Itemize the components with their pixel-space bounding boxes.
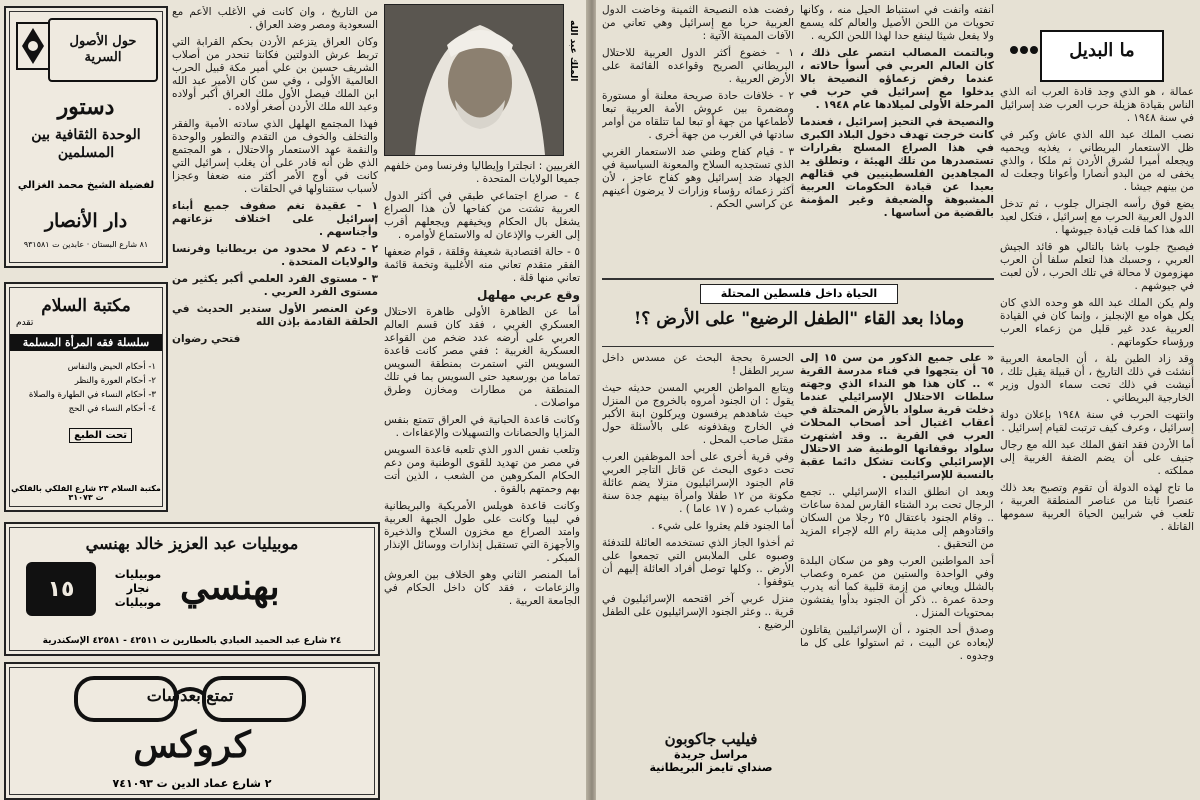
left-page	[0, 0, 588, 800]
paragraph: فيصبح جلوب باشا بالتالي هو قائد الجيش العربي ، وحسبك هذا لتعلم سلفا أن العرب مهزومون لا محالة في تلك الحرب ، لأن لعبت في جيوشهم .	[1000, 241, 1194, 292]
paragraph: وانتهت الحرب في سنة ١٩٤٨ بإعلان دولة إسرائيل ، وعرف كيف ترتبت لقيام إسرائيل .	[1000, 409, 1194, 434]
article-left-column	[602, 352, 794, 724]
ad-dastoor-address: ٨١ شارع البستان · عابدين ت ٩٣١٥٨١	[23, 240, 149, 249]
paragraph: عمالة ، هو الذي وجد قادة العرب أنه الذي الناس بقيادة هزيلة حرب العرب ضد إسرائيل في سنة ١٩٤٨ .	[1000, 86, 1194, 124]
article-column-2	[384, 160, 580, 794]
ad-krokas-address: ٢ شارع عماد الدين ت ٧٤١٠٩٣	[112, 777, 272, 790]
article-headline: وماذا بعد القاء "الطفل الرضيع" على الأرض ؟!	[633, 309, 965, 329]
ad-salam-items	[16, 360, 156, 416]
ad-bahnasi-line: موبيليات	[114, 596, 162, 609]
paragraph: وكانت قاعدة هويلس الأمريكية والبريطانية في ليبيا وكانت على طول الجبهة العربية وامتد الصراع مع مخزون السلاح والذخيرة والأجهزة التي تستقبل إنذارات ووسائل الإنذار المبكر .	[384, 500, 580, 564]
ad-salam-series: سلسلة فقه المرأة المسلمة	[10, 334, 162, 351]
divider	[602, 278, 994, 280]
divider	[602, 346, 994, 347]
ad-bahnasi-brand: بهنسي	[180, 566, 280, 608]
ad-salam-footer: مكتبة السلام ٢٣ شارع الفلكي بالفلكي ت ٣١٠٧٣	[11, 484, 161, 502]
paragraph: ولم يكن الملك عبد الله هو وحده الذي كان يكل هواه مع الإنجليز ، وإنما كان في القيادة العربية عدد غير قليل من زعماء العرب ورؤساء حكوماتهم .	[1000, 297, 1194, 348]
paragraph: وكانت قاعدة الحبانية في العراق تتمتع بنفس المزايا والحصانات والتسهيلات والإعفاءات .	[384, 414, 580, 439]
right-column	[1000, 86, 1194, 796]
ad-salam-item: ٣- أحكام النساء في الطهارة والصلاة	[28, 390, 156, 400]
subheading: وقع عربي مهلهل	[476, 288, 580, 302]
paragraph: وبالتمت المصالب انتصر على ذلك ، كان العالم العربي في أسوأ حالاته ، عندما رفض زعماؤه النصيحة بالا يدخلوا مع إسرائيل في حرب في المرحلة الأولى لميلادها عام ١٩٤٨ .	[800, 47, 994, 111]
paragraph: ويتابع المواطن العربي المسن حديثه حيث يقول : ان الجنود أمروه بالخروج من المنزل حيث شاهدهم يرفسون ويركلون ابنة الأكبر في الخارج ويقذفونه على بالأسئلة حول مقتل صاحب المحل .	[602, 382, 794, 446]
logo-ornament-icon	[1008, 40, 1040, 60]
ad-salam-item: ٤- أحكام النساء في الحج	[68, 404, 156, 414]
paragraph: الغربيين : انجلترا وإيطاليا وفرنسا ومن خلفهم جميعا الولايات المتحدة .	[384, 160, 580, 185]
top-middle-column	[800, 4, 994, 274]
ad-dastoor-author: لفضيلة الشيخ محمد الغزالي	[17, 180, 155, 191]
king-photo	[384, 4, 564, 156]
ad-dastoor-top: حول الأصول السرية	[69, 34, 137, 65]
paragraph: الحسرة بحجة البحث عن مسدس داخل سرير الطفل !	[602, 352, 794, 377]
paragraph: وقد زاد الطين بلة ، أن الجامعة العربية أنشئت في ذلك التاريخ ، أن قبيلة يقيل تلك ، أنيشت في ذلك تحت سماء الدول وزير الخارجية البريطاني .	[1000, 353, 1194, 404]
ad-bahnasi-owner: موبيليات عبد العزيز خالد بهنسي	[85, 534, 299, 553]
paragraph: والنصيحة في التحيز إسرائيل ، فعندما كانت خرجت تهدف دخول البلاد الكبرى في هذا الصراع المسلح بقرارات تستصدرها من تلك الهيئة ، وتطلق يد المجاهدين الفلسطينيين في قتالهم بعيدا عن قيادة الحكومات العربية المشبوهة والضعيفة وغير المؤمنة بالقضية من أساسها .	[800, 116, 994, 219]
ad-bahnasi-address: ٢٤ شارع عبد الحميد العبادي بالعطارين ت ٤٢٥١١ - ٤٢٥٨١ الإسكندرية	[42, 636, 342, 646]
ad-dastoor-title2: الوحدة الثقافية بين المسلمين	[31, 127, 141, 161]
ad-salam-item: ٢- أحكام العورة والنظر	[74, 376, 156, 386]
paragraph: وصدق أحد الجنود ، أن الإسرائيليين يقاتلون لإبعاده عن البيت ، ثم استولوا على كل ما وجدوه .	[800, 624, 994, 662]
section-logo-title: ما البديل	[1069, 40, 1135, 61]
paragraph: ما تاح لهذه الدولة أن تقوم وتصبح بعد ذلك عنصرا ثابتا من عناصر المنطقة العربية ، تلعب في شرايين الحياة العربية سمومها القاتلة .	[1000, 482, 1194, 533]
paragraph: ١ - عقيدة تغم صفوف جميع أبناء إسرائيل على اختلاف نزعاتهم وأجناسهم .	[172, 200, 378, 238]
ad-salam-presents: تقدم	[16, 318, 34, 328]
paragraph: ثم أخذوا الجاز الذي تستخدمه العائلة للتدفئة وصبوه على الملابس التي تجمعوا على الأرض .. وكلها توصل أفراد العائلة إليهم أن يتوقفوا .	[602, 537, 794, 588]
paragraph: أنفته وأنفت في استنباط الحيل منه ، وكأنها تحويات من اللحن الأصيل والعالم كله يسمع ولا يفعل شيئا لينفع حدا لهذا اللحن الكريه .	[800, 4, 994, 42]
paragraph: أما المنصر الثاني وهو الخلاف بين العروش والزعامات ، فقد كان داخل الحكام في الجامعة العربية .	[384, 569, 580, 607]
paragraph: ٣ - قيام كفاح وطني ضد الاستعمار الغربي الذي تستجديه السلاح والمعونة السياسية في الجهاد ضد إسرائيل وهو كفاح عاجز ، لأن أكثر زعمائه رؤساء وزارات لا يرضون أعينهم عن كراسي الحكم .	[602, 146, 794, 210]
ad-krokas-lenses	[4, 662, 380, 800]
paragraph: يضع فوق رأسه الجنرال جلوب ، ثم تدخل الدول العربية الحرب مع إسرائيل ، فتكل لعبد الله هذا كما قلت قيادة جيوشها .	[1000, 198, 1194, 236]
paragraph: وعن العنصر الأول ستدير الحديث في الحلقة القادمة بإذن الله	[172, 303, 378, 328]
ad-bahnasi-furniture	[4, 522, 380, 656]
ad-salam-subtitle: تحت الطبع	[69, 428, 132, 443]
ad-krokas-brand: كروكس	[133, 724, 251, 766]
ad-salam-library	[4, 282, 168, 512]
byline-role: مراسل جريدة	[674, 748, 748, 761]
paragraph: من التاريخ ، وان كانت في الأغلب الأعم مع السعودية ومصر وضد العراق .	[172, 6, 378, 31]
article-middle-column	[800, 352, 994, 796]
paragraph: وفي قرية أخرى على أحد الموظفين العرب تحت دعوى البحث عن قاتل التاجر العربي قام الجنود الإسرائيليون منزلا يضم عائلة مكونة من ١٢ طفلا وامرأة بينهم جدة سنة وشباب عمره ( ١٧ عاما ) .	[602, 451, 794, 515]
paragraph: أحد المواطنين العرب وهو من سكان البلدة وفي الواحدة والستين من عمره وعصاب بالشلل ويعاني من إزمة قلبية كما أنه يدرب وحدة عمرة .. ذكر أن الجنود بدأوا يفتشون بمحتويات المنزل .	[800, 555, 994, 619]
paragraph: ٤ - صراع اجتماعي طبقي في أكثر الدول العربية تشتت من كفاحها لأن هذا الصراع يشغل بال الحكام ويخيفهم ويجعلهم أقرب إلى الغرب والإذعان له والاستماع لأوامره .	[384, 190, 580, 241]
ad-dastoor-title1: دستور	[57, 94, 115, 120]
paragraph: ٥ - حالة اقتصادية شعيفة وقلقة ، قوام ضعفها الفقر متقدم تعاني منه الأغلبية وتخمة قائمة تعاني منها قلة .	[384, 246, 580, 284]
paragraph: منزل عربي آخر اقتحمه الإسرائيليون في قرية .. وعثر الجنود الإسرائيليون على الطفل الرضيع .	[602, 593, 794, 631]
article-column-1	[172, 6, 378, 506]
ad-bahnasi-line: موبيليات	[114, 568, 162, 581]
ad-bahnasi-line: نجار	[126, 582, 150, 595]
paragraph: وتلعب نفس الدور الذي تلعبه قاعدة السويس في مصر من تهديد للقوى الوطنية ومن دعم الحكام المكروهين من الشعب ، الذين أتت بهم وحمتهم بالقوة .	[384, 444, 580, 495]
paragraph: أما الجنود فلم يعثروا على شيء .	[651, 520, 794, 532]
byline	[636, 730, 786, 774]
portrait-icon	[385, 5, 563, 155]
ad-bahnasi-lines	[100, 568, 176, 610]
paragraph: ١ - خضوع أكثر الدول العربية للاحتلال البريطاني الصريح وقواعده القائمة على الأرض العربية .	[602, 47, 794, 85]
ad-dastoor-publisher: دار الأنصار	[44, 210, 128, 232]
ad-krokas-line1: تمتع بعدسات	[146, 686, 234, 705]
byline-paper: صنداي تايمز البريطانية	[649, 761, 773, 774]
paragraph: ٣ - مستوى الفرد العلمي أكبر يكثير من مستوى الفرد العربي .	[172, 273, 378, 298]
ad-salam-item: ١- أحكام الحيض والنفاس	[67, 362, 156, 372]
book-icon	[16, 22, 50, 70]
paragraph: ٢ - خلافات حادة صريحة معلنة أو مستورة ومضمرة بين عروش الأمة العربية تبعا لأطماعها من جهة أو تبعا لما تتلقاه من أوامر سادتها في الغرب من جهة أخرى .	[602, 90, 794, 141]
byline-name: فيليب جاكوبون	[664, 730, 758, 748]
truck-icon	[26, 562, 96, 616]
paragraph: أما عن الظاهرة الأولى ظاهرة الاحتلال العسكري الغربي ، فقد كان قسم العالم العربي على أرضه عدد ضخم من القواعد العسكرية الغربية : ففي مصر كانت قاعدة السويس التي استمرت بمنطقة السويس تماما من بورسعيد حتى السويس بما في تلك المنطقة من مطارات ومخازن وطرق مواصلات .	[384, 306, 580, 409]
paragraph: أما الأردن فقد اتفق الملك عبد الله مع رجال جنيف على أن يضم الضفة الغربية إلى مملكته .	[1000, 439, 1194, 477]
ad-bahnasi-emblem: ١٥	[47, 576, 75, 602]
right-page	[596, 0, 1200, 800]
paragraph: وبعد ان انطلق النداء الإسرائيلي .. تجمع الرجال تحت برد الشتاء القارس لمدة ساعات .. وقام الجنود باعتقال ٢٥ رجلا من السكان واقتادوهم إلى مدينة رام الله لإجراء المزيد من التحقيق .	[800, 486, 994, 550]
paragraph: رفضت هذه النصيحة الثمينة وخاضت الدول العربية حربا مع إسرائيل وهي تعاني من الآفات المميتة الآتية :	[602, 4, 794, 42]
paragraph: وكان العراق يتزعم الأردن بحكم القرابة التي تربط عرش الدولتين فكانتا تنحدر من أصلاب الشريف حسين بن علي أمير مكة قبيل الحرب العالمية الأولى ، وفي سن كان الأمير عبد الله ابن الملك فيصل الأول ملك العراق أكبر أولاده وعبد الله ملك الأردن أصغر أولاده .	[172, 36, 378, 113]
paragraph: فهذا المجتمع الهلهل الذي سادته الأمية والفقر والتخلف والخوف من التقدم والتطور والوحدة والنقمة عهد الاستعمار والاحتلال ، هو المجتمع الذي ظن أنه قادر على أن يغلب إسرائيل التي كانت في أوج الأمر أكثر منه ضعفا وعجزا لأسباب ستتناولها في الحلقات .	[172, 118, 378, 195]
ad-salam-title: مكتبة السلام	[41, 296, 131, 316]
section-logo	[1040, 30, 1164, 82]
top-left-column	[602, 4, 794, 274]
paragraph: نصب الملك عبد الله الذي عاش وكبر في ظل الاستعمار البريطاني ، يغذيه ويحميه ويجعله أميرا لشرق الأردن ثم ملكا ، والذي يخفى له من البدو أنصارا وأعوانا وجعلت له من بينهم جيشا .	[1000, 129, 1194, 193]
paragraph: « على جميع الذكور من سن ١٥ إلى ٦٥ أن يتجهوا في فناء مدرسة القرية » .. كان هذا هو النداء الذي وجهته سلطات الاحتلال الإسرائيلي عندما دخلت قرية سلواد بالأرض المحتلة في أعقاب اغتيال أحد أصحاب المحلات العرب في القرية .. وقد اشتهرت سلواد بوقفاتها الوطنية ضد الاحتلال الإسرائيلي وكانت تشكل دائما عقبة بالنسبة للإسرائيليين .	[800, 352, 994, 481]
section-banner: الحياة داخل فلسطين المحتلة	[700, 284, 898, 304]
photo-caption: الملك عبد الله	[568, 20, 578, 82]
ad-dastoor-book	[4, 6, 168, 268]
author-signature: فتحي رضوان	[172, 333, 241, 345]
paragraph: ٢ - دعم لا محدود من بريطانيا وفرنسا والولايات المتحدة .	[172, 243, 378, 268]
